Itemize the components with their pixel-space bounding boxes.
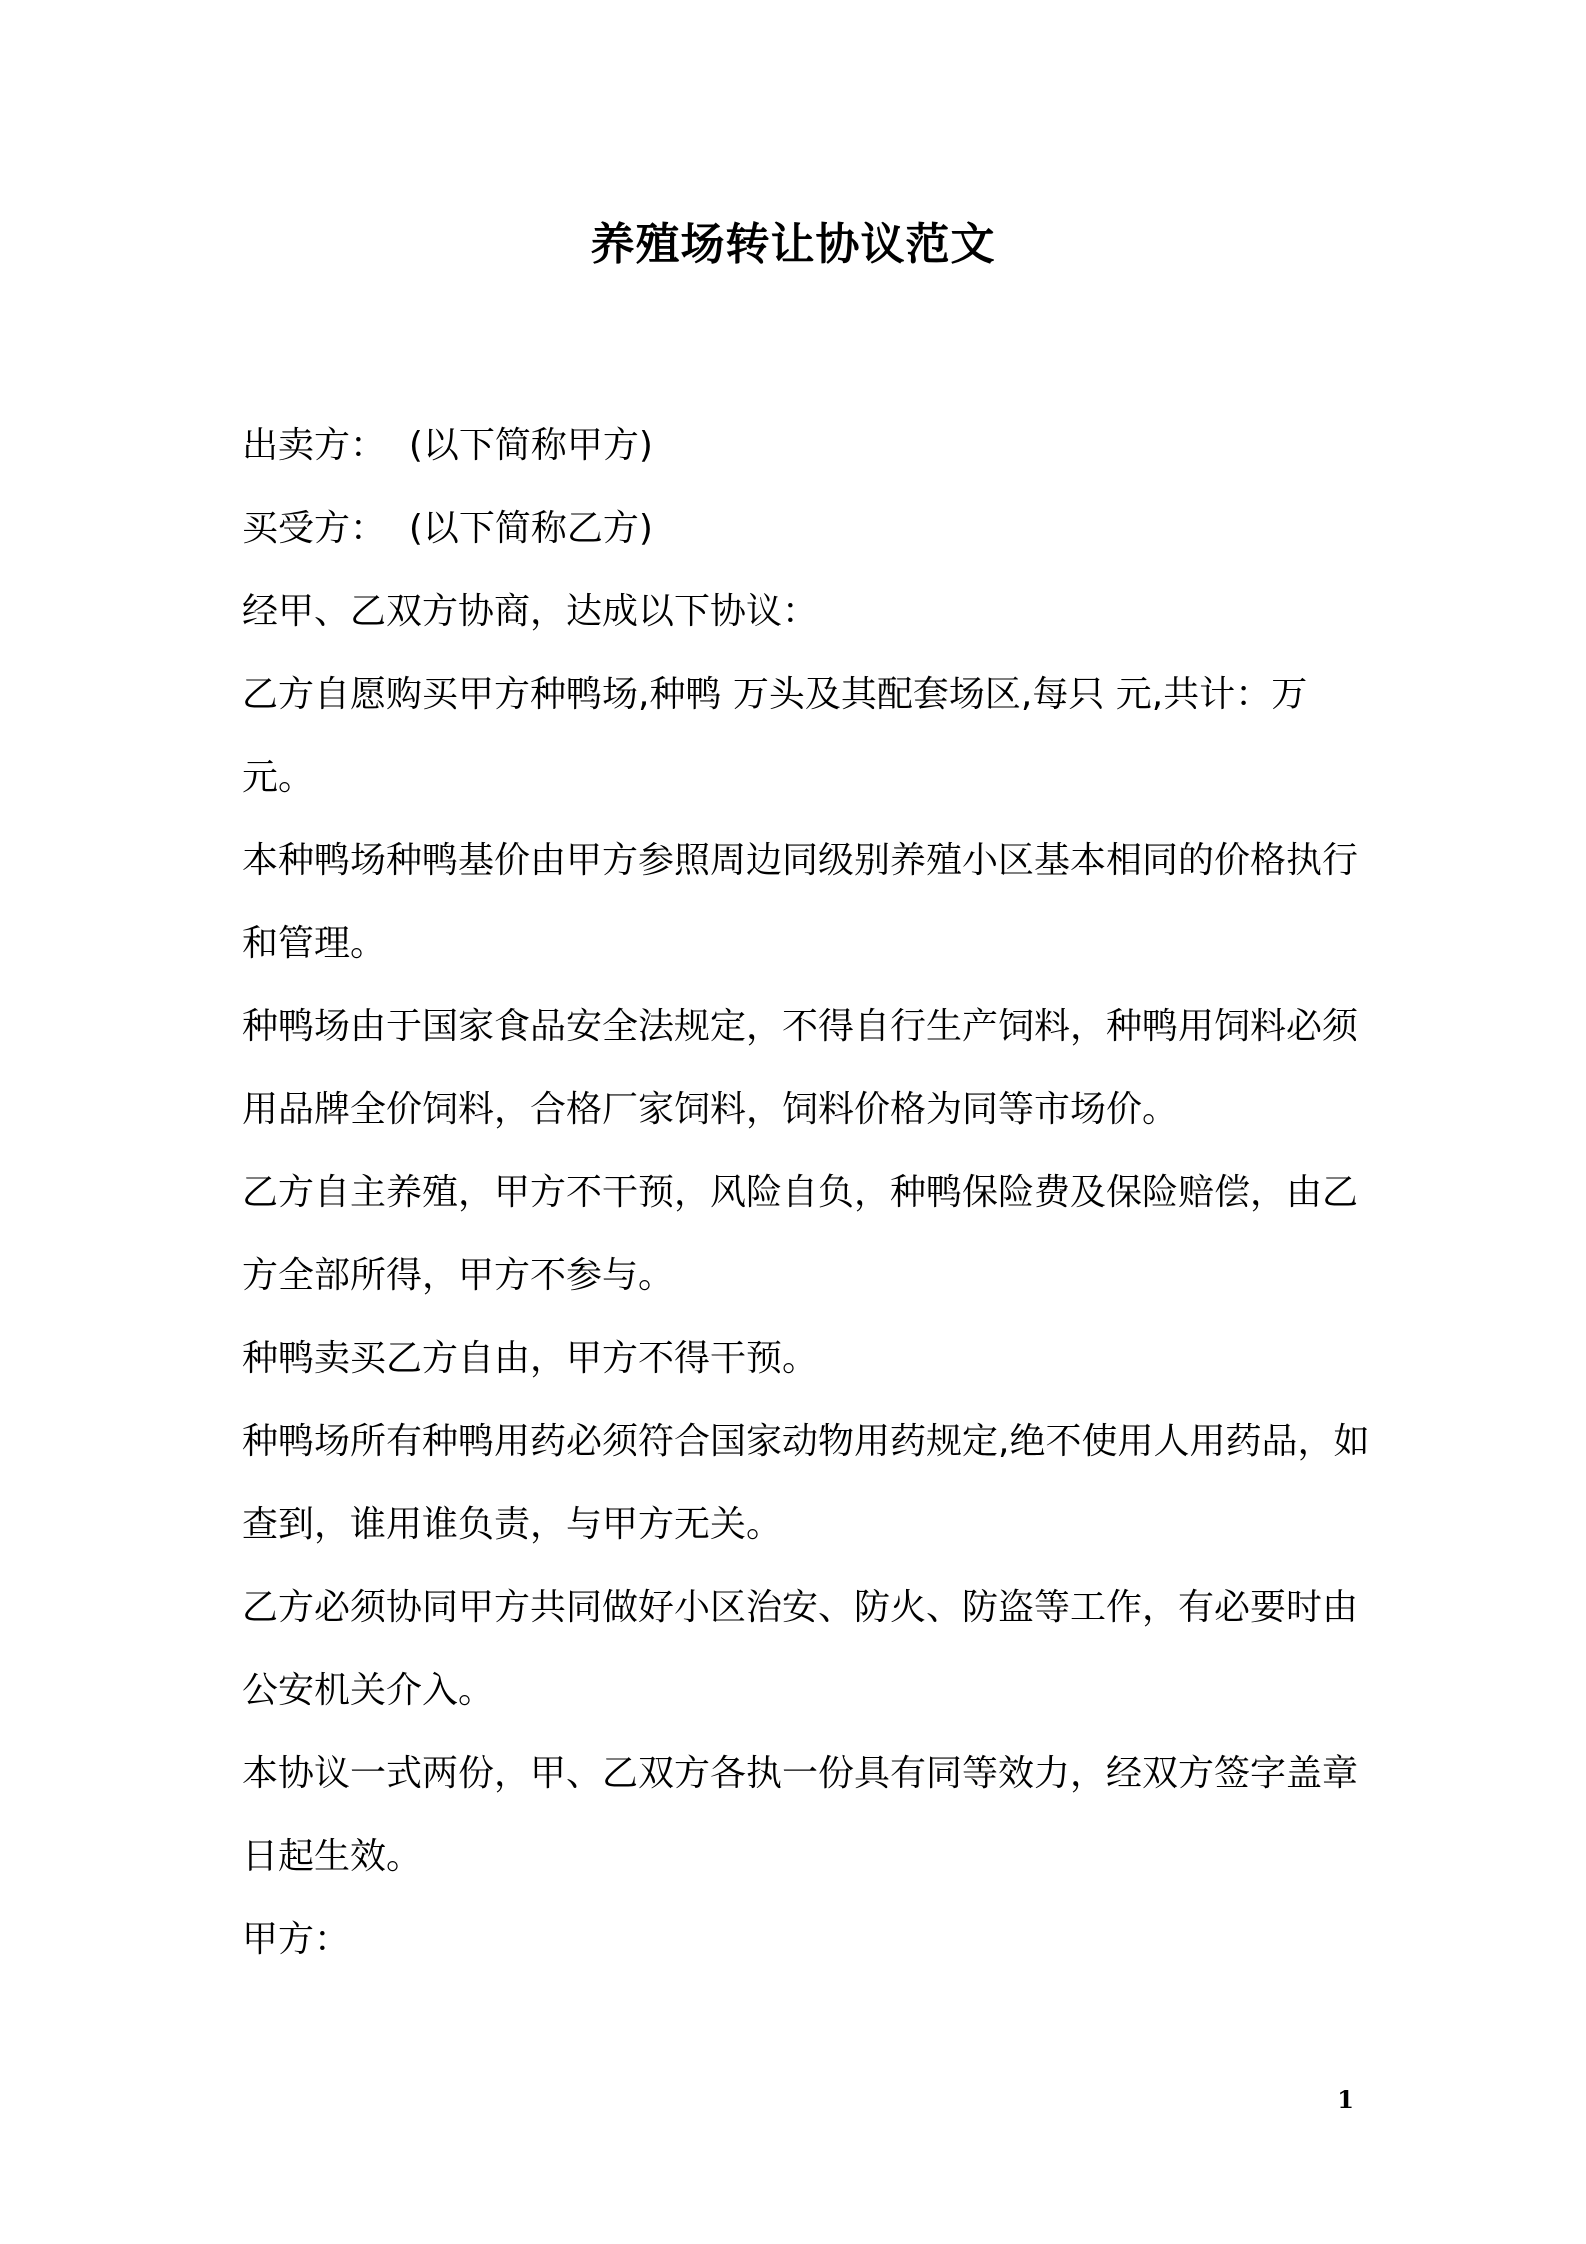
- paragraph-trade: 种鸭卖买乙方自由，甲方不得干预。: [242, 1338, 819, 1379]
- paragraph-base-price: 本种鸭场种鸭基价由甲方参照周边同级别养殖小区基本相同的价格执行和管理。: [242, 840, 1359, 964]
- paragraph-risk: 乙方自主养殖，甲方不干预，风险自负，种鸭保险费及保险赔偿，由乙方全部所得，甲方不参与。: [242, 1172, 1359, 1296]
- paragraph-agreement-intro: 经甲、乙双方协商，达成以下协议：: [242, 591, 819, 632]
- paragraph-security: 乙方必须协同甲方共同做好小区治安、防火、防盗等工作，有必要时由公安机关介入。: [242, 1587, 1359, 1711]
- paragraph-seller: 出卖方： (以下简称甲方): [242, 425, 653, 466]
- paragraph-feed: 种鸭场由于国家食品安全法规定，不得自行生产饲料，种鸭用饲料必须用品牌全价饲料，合格厂家饲料，饲料价格为同等市场价。: [242, 1006, 1359, 1130]
- paragraph-buyer: 买受方： (以下简称乙方): [242, 508, 653, 549]
- paragraph-party-a-signature: 甲方：: [242, 1919, 351, 1960]
- document-title: 养殖场转让协议范文: [590, 219, 996, 270]
- paragraph-purchase: 乙方自愿购买甲方种鸭场,种鸭 万头及其配套场区,每只 元,共计：万元。: [242, 674, 1308, 798]
- paragraph-medicine: 种鸭场所有种鸭用药必须符合国家动物用药规定,绝不使用人用药品，如查到，谁用谁负责，与甲方无关。: [242, 1421, 1370, 1545]
- document-body: [242, 404, 1372, 1981]
- page-number: 1: [1337, 2085, 1354, 2114]
- paragraph-copies: 本协议一式两份，甲、乙双方各执一份具有同等效力，经双方签字盖章日起生效。: [242, 1753, 1359, 1877]
